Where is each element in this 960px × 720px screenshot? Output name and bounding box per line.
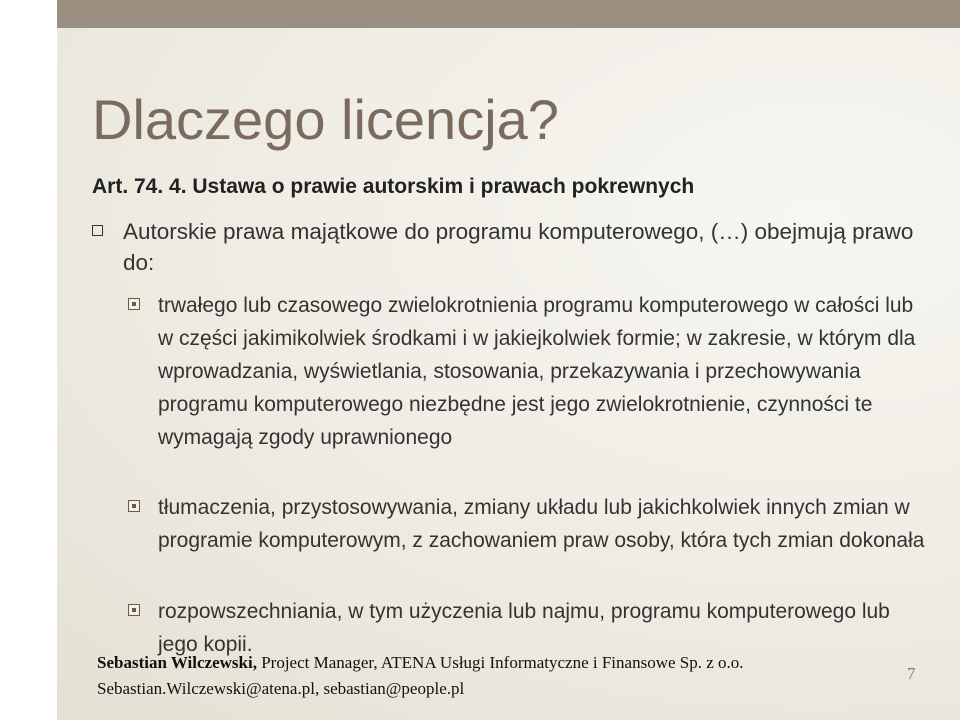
sub-bullet-text: tłumaczenia, przystosowywania, zmiany układu lub jakichkolwiek innych zmian w programie komputerowym, z zachowaniem praw osoby, która tych zmian dokonała <box>158 496 925 552</box>
square-bullet-icon <box>92 225 103 236</box>
square-bullet-icon <box>128 500 140 512</box>
footer <box>97 650 744 702</box>
footer-author-role: Project Manager, ATENA Usługi Informatyczne i Finansowe Sp. z o.o. <box>256 653 744 672</box>
sub-bullet-item <box>128 491 928 557</box>
page-number: 7 <box>907 664 916 683</box>
main-bullet-text: Autorskie prawa majątkowe do programu komputerowego, (…) obejmują prawo do: <box>123 219 914 275</box>
footer-emails: Sebastian.Wilczewski@atena.pl, sebastian@people.pl <box>97 679 465 698</box>
footer-author-line <box>97 650 744 676</box>
footer-author-name: Sebastian Wilczewski, <box>97 653 257 672</box>
left-margin-band <box>0 0 57 720</box>
top-accent-bar <box>57 0 960 28</box>
slide-title: Dlaczego licencja? <box>92 88 559 151</box>
square-bullet-icon <box>128 604 140 616</box>
square-bullet-icon <box>128 298 140 310</box>
sub-bullet-text: trwałego lub czasowego zwielokrotnienia programu komputerowego w całości lub w części jakimikolwiek środkami i w jakiejkolwiek formie; w zakresie, w którym dla wprowadzania, wyświetlania, stosowania, przekazywania i przechowywania programu komputerowego niezbędne jest jego zwielokrotnienie, czynności te wymagają zgody uprawnionego <box>158 294 916 449</box>
slide-subtitle: Art. 74. 4. Ustawa o prawie autorskim i prawach pokrewnych <box>92 175 695 198</box>
sub-bullet-text: rozpowszechniania, w tym użyczenia lub najmu, programu komputerowego lub jego kopii. <box>158 600 890 656</box>
sub-bullet-item <box>128 289 928 454</box>
main-bullet-item <box>92 216 922 278</box>
